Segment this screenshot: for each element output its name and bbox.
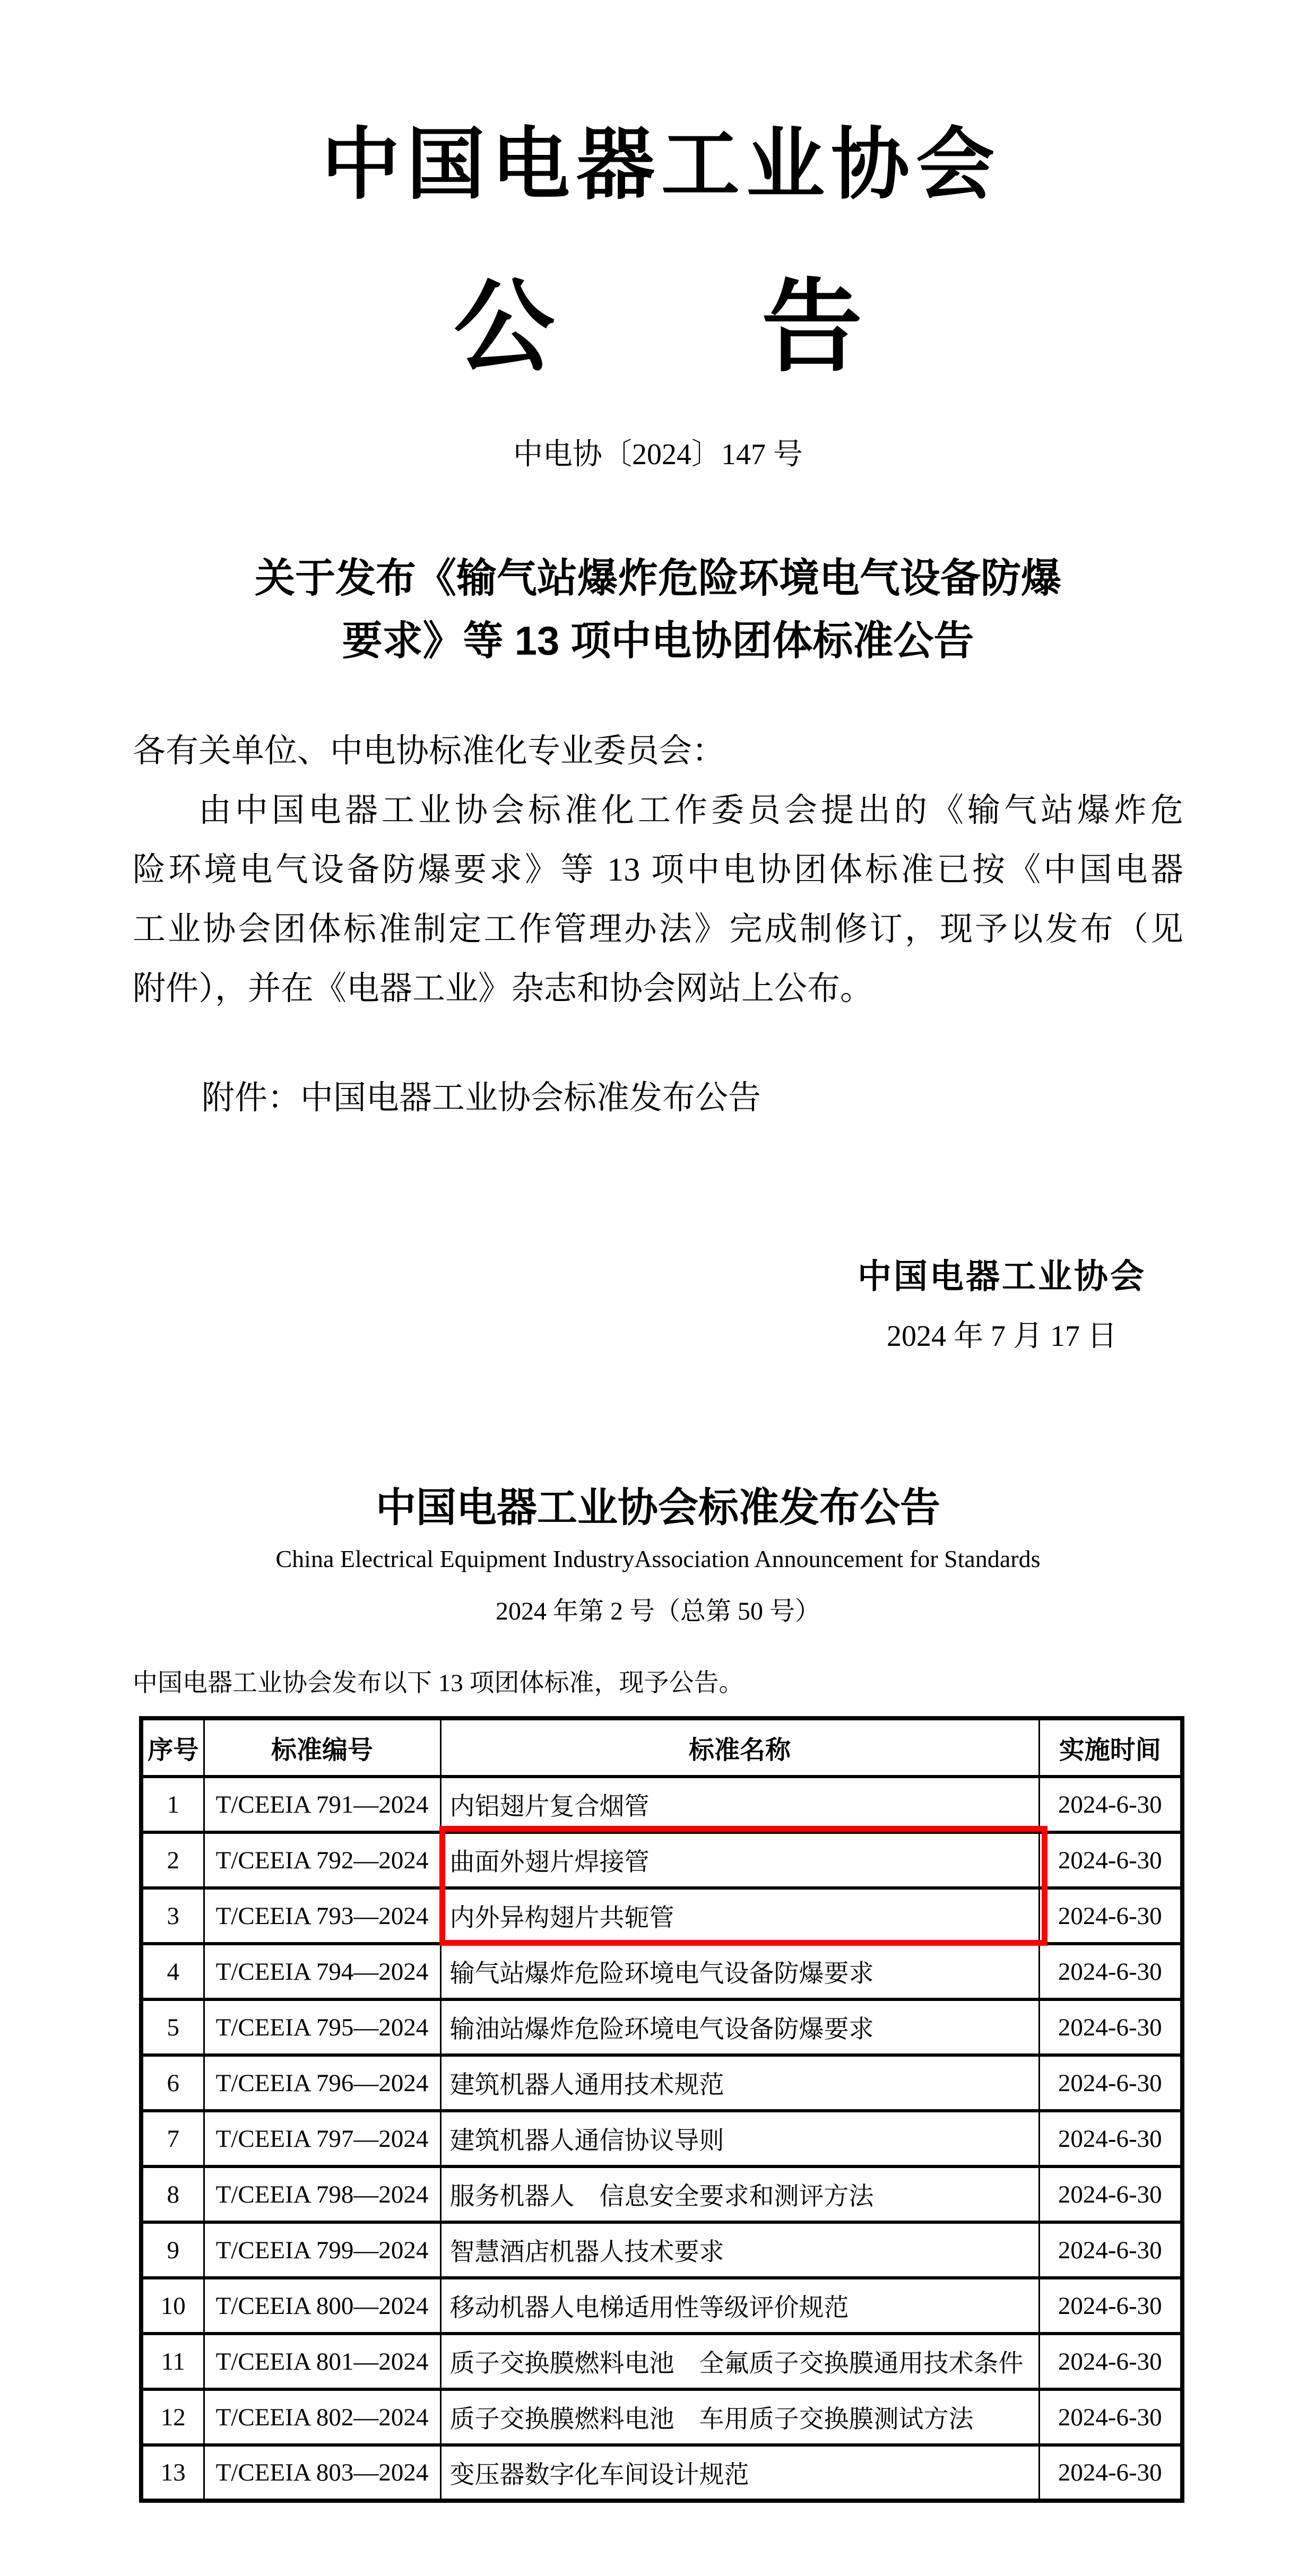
standard-number-cell: T/CEEIA 801—2024: [204, 2334, 440, 2389]
standard-name-cell: 内铝翅片复合烟管: [440, 1777, 1039, 1832]
standard-number-cell: T/CEEIA 796—2024: [204, 2055, 440, 2111]
standard-name-cell: 智慧酒店机器人技术要求: [440, 2222, 1039, 2278]
header-serial: 序号: [141, 1718, 204, 1777]
standard-number-cell: T/CEEIA 795—2024: [204, 1999, 440, 2055]
serial-cell: 4: [141, 1944, 204, 1999]
table-row: [141, 2334, 1182, 2389]
standard-name-cell: 质子交换膜燃料电池 车用质子交换膜测试方法: [440, 2389, 1039, 2445]
standard-number-cell: T/CEEIA 794—2024: [204, 1944, 440, 1999]
table-row: [141, 1777, 1182, 1832]
serial-cell: 1: [141, 1777, 204, 1832]
body-text: [133, 721, 1183, 1019]
table-row: [141, 1944, 1182, 1999]
table-row: [141, 2055, 1182, 2111]
header-standard-name: 标准名称: [440, 1718, 1039, 1777]
standard-name-cell: 建筑机器人通信协议导则: [440, 2111, 1039, 2166]
standard-number-cell: T/CEEIA 797—2024: [204, 2111, 440, 2166]
table-row: [141, 2389, 1182, 2445]
table-intro: 中国电器工业协会发布以下 13 项团体标准，现予公告。: [133, 1669, 744, 1697]
standard-number-cell: T/CEEIA 802—2024: [204, 2389, 440, 2445]
implementation-date-cell: 2024-6-30: [1039, 1777, 1182, 1832]
issue-number: 2024 年第 2 号（总第 50 号）: [495, 1597, 820, 1625]
standard-number-cell: T/CEEIA 799—2024: [204, 2222, 440, 2278]
standard-number-cell: T/CEEIA 800—2024: [204, 2278, 440, 2334]
body-line: 工业协会团体标准制定工作管理办法》完成制修订，现予以发布（见: [133, 911, 1183, 947]
subject-line-2: 要求》等 13 项中电协团体标准公告: [342, 619, 974, 664]
standard-name-cell: 质子交换膜燃料电池 全氟质子交换膜通用技术条件: [440, 2334, 1039, 2389]
implementation-date-cell: 2024-6-30: [1039, 2166, 1182, 2222]
table-row: [141, 2222, 1182, 2278]
serial-cell: 7: [141, 2111, 204, 2166]
table-row: [141, 2166, 1182, 2222]
standard-number-cell: T/CEEIA 793—2024: [204, 1888, 440, 1944]
serial-cell: 13: [141, 2445, 204, 2501]
table-row: [141, 2278, 1182, 2334]
serial-cell: 9: [141, 2222, 204, 2278]
subject-heading: [133, 547, 1183, 673]
standard-name-cell: 输气站爆炸危险环境电气设备防爆要求: [440, 1944, 1039, 1999]
standard-name-cell: 变压器数字化车间设计规范: [440, 2445, 1039, 2501]
standards-announcement-subtitle-en: China Electrical Equipment IndustryAssociation Announcement for Standards: [275, 1545, 1041, 1572]
standard-name-cell: 内外异构翅片共轭管: [440, 1888, 1039, 1944]
table-row: [141, 1832, 1182, 1888]
implementation-date-cell: 2024-6-30: [1039, 2334, 1182, 2389]
header-standard-number: 标准编号: [204, 1718, 440, 1777]
table-row: [141, 2445, 1182, 2501]
serial-cell: 12: [141, 2389, 204, 2445]
standards-table-wrap: [139, 1716, 1183, 2503]
signature-block: [133, 1247, 1183, 1366]
salutation-line: 各有关单位、中电协标准化专业委员会：: [133, 733, 725, 769]
page-content: [133, 0, 1183, 2503]
implementation-date-cell: 2024-6-30: [1039, 2278, 1182, 2334]
standard-number-cell: T/CEEIA 792—2024: [204, 1832, 440, 1888]
standard-number-cell: T/CEEIA 803—2024: [204, 2445, 440, 2501]
body-line: 险环境电气设备防爆要求》等 13 项中电协团体标准已按《中国电器: [133, 852, 1183, 888]
serial-cell: 3: [141, 1888, 204, 1944]
standard-name-cell: 移动机器人电梯适用性等级评价规范: [440, 2278, 1039, 2334]
implementation-date-cell: 2024-6-30: [1039, 1888, 1182, 1944]
implementation-date-cell: 2024-6-30: [1039, 1832, 1182, 1888]
table-row: [141, 1888, 1182, 1944]
header-implementation-date: 实施时间: [1039, 1718, 1182, 1777]
standard-name-cell: 输油站爆炸危险环境电气设备防爆要求: [440, 1999, 1039, 2055]
serial-cell: 2: [141, 1832, 204, 1888]
implementation-date-cell: 2024-6-30: [1039, 2055, 1182, 2111]
standard-name-cell: 曲面外翅片焊接管: [440, 1832, 1039, 1888]
announcement-heading: 公告: [453, 273, 1069, 384]
document-number: 中电协〔2024〕147 号: [513, 438, 803, 471]
signature-date: 2024 年 7 月 17 日: [887, 1320, 1117, 1353]
standards-table: [139, 1716, 1184, 2503]
table-row: [141, 1999, 1182, 2055]
attachment-note: 附件：中国电器工业协会标准发布公告: [202, 1080, 761, 1116]
body-line: 附件），并在《电器工业》杂志和协会网站上公布。: [133, 971, 873, 1007]
standard-name-cell: 服务机器人 信息安全要求和测评方法: [440, 2166, 1039, 2222]
standard-number-cell: T/CEEIA 791—2024: [204, 1777, 440, 1832]
serial-cell: 6: [141, 2055, 204, 2111]
serial-cell: 10: [141, 2278, 204, 2334]
serial-cell: 8: [141, 2166, 204, 2222]
implementation-date-cell: 2024-6-30: [1039, 2111, 1182, 2166]
org-title: 中国电器工业协会: [322, 122, 1001, 209]
implementation-date-cell: 2024-6-30: [1039, 2222, 1182, 2278]
table-header-row: [141, 1718, 1182, 1777]
table-row: [141, 2111, 1182, 2166]
implementation-date-cell: 2024-6-30: [1039, 1944, 1182, 1999]
standard-name-cell: 建筑机器人通用技术规范: [440, 2055, 1039, 2111]
implementation-date-cell: 2024-6-30: [1039, 2389, 1182, 2445]
signature-org: 中国电器工业协会: [858, 1258, 1146, 1295]
subject-line-1: 关于发布《输气站爆炸危险环境电气设备防爆: [255, 556, 1061, 601]
implementation-date-cell: 2024-6-30: [1039, 2445, 1182, 2501]
serial-cell: 5: [141, 1999, 204, 2055]
serial-cell: 11: [141, 2334, 204, 2389]
body-line: 由中国电器工业协会标准化工作委员会提出的《输气站爆炸危: [198, 793, 1183, 829]
standard-number-cell: T/CEEIA 798—2024: [204, 2166, 440, 2222]
standards-announcement-title: 中国电器工业协会标准发布公告: [376, 1485, 940, 1530]
implementation-date-cell: 2024-6-30: [1039, 1999, 1182, 2055]
